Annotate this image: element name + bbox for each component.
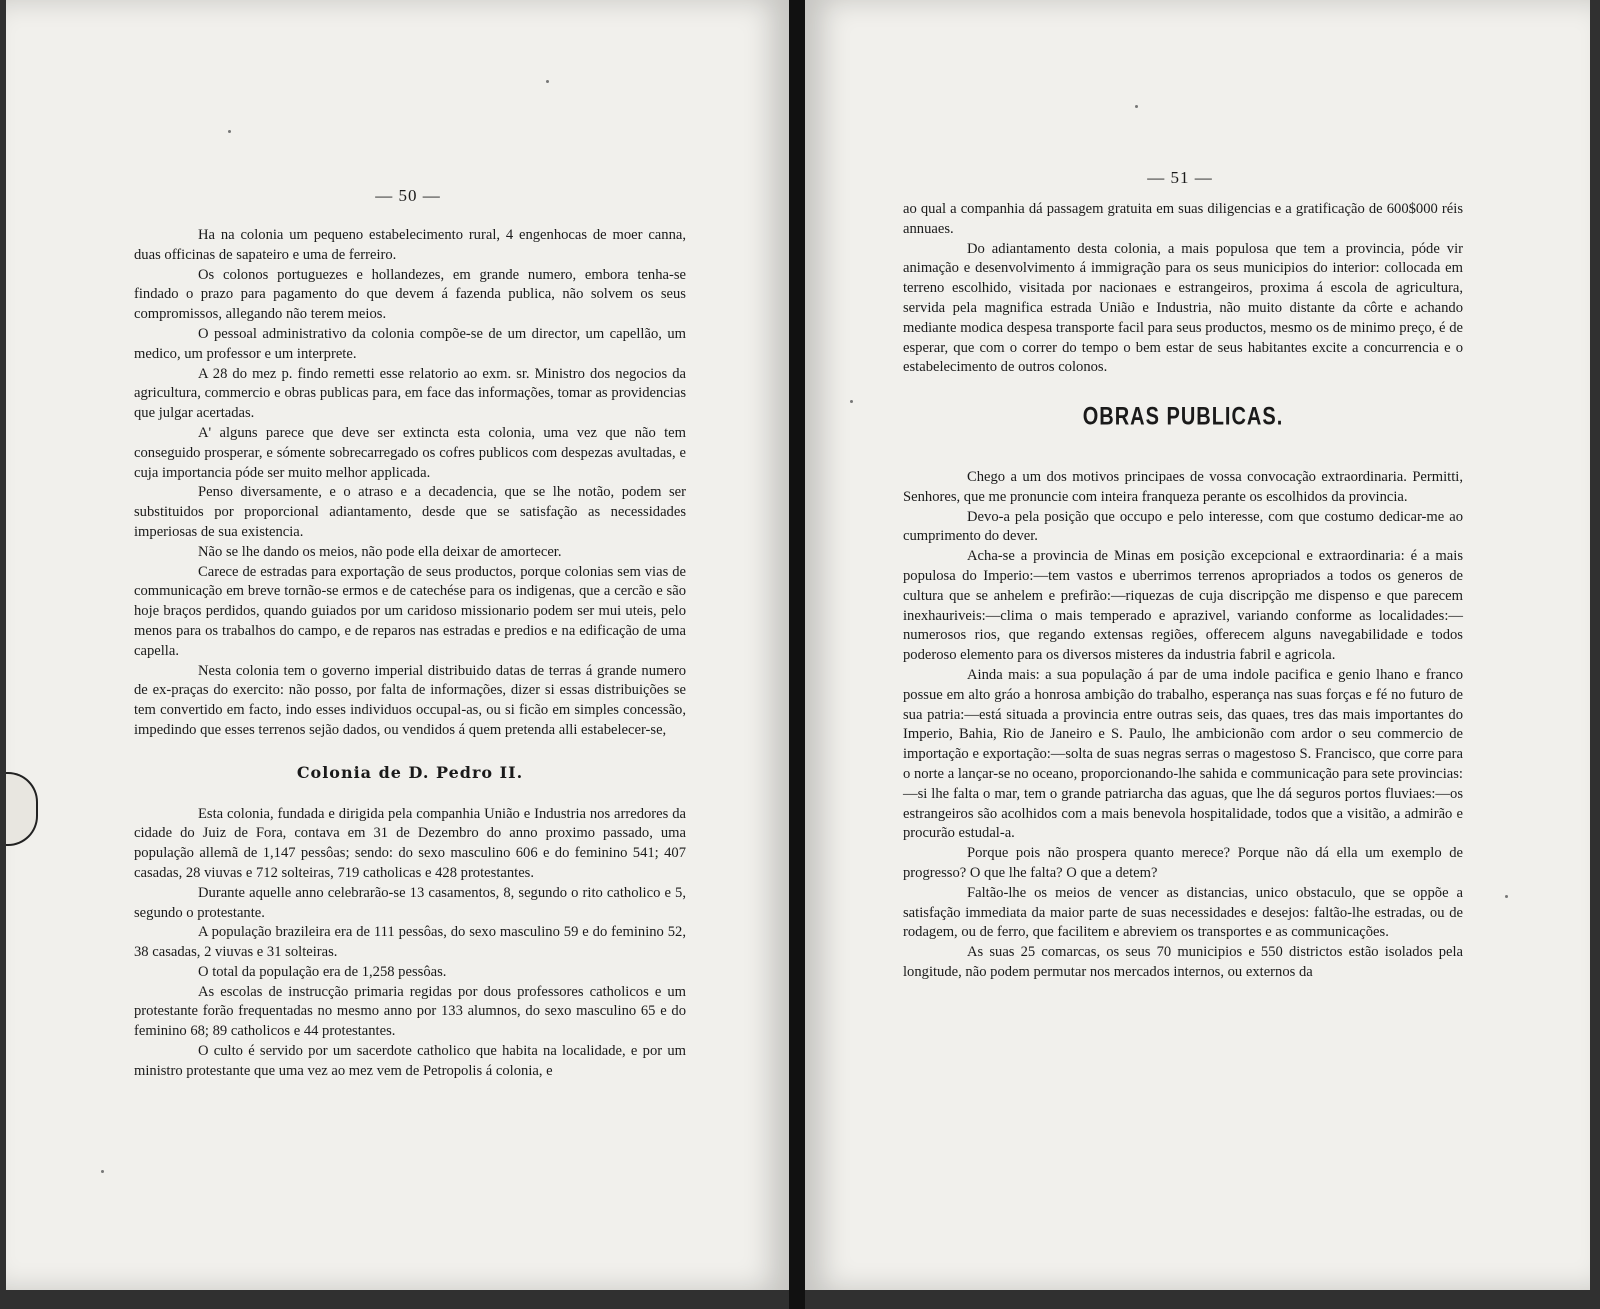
paragraph: Ha na colonia um pequeno estabelecimento rural, 4 engenhocas de moer canna, duas officinas de sapateiro e uma de ferreiro. bbox=[134, 227, 686, 263]
paragraph: Esta colonia, fundada e dirigida pela companhia União e Industria nos arredores da cidade do Juiz de Fora, contava em 31 de Dezembro do anno proximo passado, uma população allemã de 1,147 pessôas; sendo: do sexo masculino 606 e do feminino 541; 407 casadas, 28 viuvas e 712 solteiras, 719 catholicas e 428 protestantes. bbox=[134, 805, 686, 881]
speck bbox=[101, 1170, 104, 1173]
speck bbox=[546, 80, 549, 83]
paragraph: Devo-a pela posição que occupo e pelo interesse, com que costumo dedicar-me ao cumprimento do dever. bbox=[903, 508, 1463, 545]
paragraph: A população brazileira era de 111 pessôas, do sexo masculino 59 e do feminino 52, 38 casadas, 2 viuvas e 31 solteiras. bbox=[134, 924, 686, 961]
paragraph: A 28 do mez p. findo remetti esse relatorio ao exm. sr. Ministro dos negocios da agricultura, commercio e obras publicas para, em face das informações, tomar as providencias que julgar acertadas. bbox=[134, 365, 686, 422]
right-paragraphs-before bbox=[903, 200, 1463, 378]
right-page bbox=[805, 0, 1590, 1290]
book-gutter bbox=[789, 0, 805, 1309]
paragraph: ao qual a companhia dá passagem gratuita em suas diligencias e a gratificação de 600$000 réis annuaes. bbox=[903, 201, 1463, 237]
paragraph: Ainda mais: a sua população á par de uma indole pacifica e genio lhano e franco possue em alto gráo a honrosa ambição do trabalho, esperança nas suas forças e fé no futuro de sua patria:—está situada a provincia entre outras seis, das quaes, tres das mais importantes do Imperio, Bahia, Rio de Janeiro e S. Paulo, lhe ambicionão com ardor o seu commercio de importação e exportação:—solta de suas negras serras o magestoso S. Francisco, que corre para o norte a lançar-se no oceano, proporcionando-lhe sahida e communicação para sete provincias:—si lhe falta o mar, tem o grande patriarcha das aguas, que lhe dá seguros portos fluviaes:—os estrangeiros são acolhidos com a mais benevola hospitalidade, todos que a visitão, a admirão e procurão estudal-a. bbox=[903, 666, 1463, 842]
right-paragraphs-after bbox=[903, 468, 1463, 983]
paragraph: O pessoal administrativo da colonia compõe-se de um director, um capellão, um medico, um professor e um interprete. bbox=[134, 325, 686, 362]
left-page-number: — 50 — bbox=[375, 186, 441, 205]
left-page-text bbox=[134, 226, 686, 1082]
paragraph: Durante aquelle anno celebrarão-se 13 casamentos, 8, segundo o rito catholico e 5, segundo o protestante. bbox=[134, 884, 686, 921]
speck bbox=[1505, 895, 1508, 898]
speck bbox=[850, 400, 853, 403]
left-paragraphs-before bbox=[134, 226, 686, 741]
right-page-text bbox=[903, 200, 1463, 983]
paragraph: A' alguns parece que deve ser extincta esta colonia, uma vez que não tem conseguido prosperar, e sómente sobrecarregado os cofres publicos com despezas avultadas, e cuja importancia póde ser muito melhor applicada. bbox=[134, 424, 686, 481]
paragraph: Chego a um dos motivos principaes de vossa convocação extraordinaria. Permitti, Senhores, que me pronuncie com inteira franqueza perante os escolhidos da provincia. bbox=[903, 468, 1463, 505]
paragraph: O total da população era de 1,258 pessôas. bbox=[198, 963, 447, 980]
paragraph: Faltão-lhe os meios de vencer as distancias, unico obstaculo, que se oppõe a satisfação immediata da maior parte de suas necessidades e desejos: faltão-lhe estradas, ou de rodagem, ou de ferro, que facilitem e abreviem os transportes e as communicações. bbox=[903, 884, 1463, 941]
paragraph: Carece de estradas para exportação de seus productos, porque colonias sem vias de communicação em breve tornão-se ermos e de catechése para os indigenas, que a cercão e são hoje braços perdidos, quando guiados por um caridoso missionario podem ser mui uteis, pelo menos para os trabalhos do campo, e de reparos nas estradas e predios e na edificação de uma capella. bbox=[134, 563, 686, 659]
paragraph: O culto é servido por um sacerdote catholico que habita na localidade, e por um ministro protestante que uma vez ao mez vem de Petropolis á colonia, e bbox=[134, 1043, 686, 1079]
paragraph: As suas 25 comarcas, os seus 70 municipios e 550 districtos estão isolados pela longitude, não podem permutar nos mercados internos, ou externos da bbox=[903, 944, 1463, 980]
paragraph: Do adiantamento desta colonia, a mais populosa que tem a provincia, póde vir animação e desenvolvimento á immigração para os seus municipios do interior: collocada em terreno escolhido, visitada por nacionaes e estrangeiros, proxima á escola de agricultura, servida pela magnifica estrada União e Industria, não muito distante da côrte e achando mediante modica despesa transporte facil para seus productos, mesmo os de minimo preço, é de esperar, que com o correr do tempo o bem estar de seus habitantes excite a concurrencia e o estabelecimento de outros colonos. bbox=[903, 240, 1463, 376]
paragraph: Os colonos portuguezes e hollandezes, em grande numero, embora tenha-se findado o prazo para pagamento do que devem á fazenda publica, não solvem os seus compromissos, allegando não terem meios. bbox=[134, 266, 686, 323]
right-page-number: — 51 — bbox=[1147, 168, 1213, 187]
paragraph: Penso diversamente, e o atraso e a decadencia, que se lhe notão, podem ser substituidos por proporcional adiantamento, desde que se satisfação as necessidades imperiosas de sua existencia. bbox=[134, 484, 686, 540]
paragraph: Porque pois não prospera quanto merece? Porque não dá ella um exemplo de progresso? O que lhe falta? O que a detem? bbox=[903, 845, 1463, 881]
paragraph: Não se lhe dando os meios, não pode ella deixar de amortecer. bbox=[198, 543, 562, 560]
speck bbox=[228, 130, 231, 133]
left-page bbox=[6, 0, 789, 1290]
right-section-title: OBRAS PUBLICAS. bbox=[1082, 403, 1284, 431]
paragraph: As escolas de instrucção primaria regidas por dous professores catholicos e um protestante forão frequentadas no mesmo anno por 133 alumnos, do sexo masculino 65 e do feminino 68; 89 catholicos e 44 protestantes. bbox=[134, 983, 686, 1040]
speck bbox=[1135, 105, 1138, 108]
page-tab bbox=[6, 772, 38, 846]
paragraph: Acha-se a provincia de Minas em posição excepcional e extraordinaria: é a mais populosa do Imperio:—tem vastos e uberrimos terrenos apropriados a todos os generos de cultura que se anhelem e prefirão:—riquezas de cuja discripção me dispenso e que parecem inexhauriveis:—clima o mais temperado e aprazivel, variando conforme as localidades:—numerosos rios, que regando extensas regiões, offerecem alguns navegabilidade e todos poderoso elemento para os diversos misteres da industria fabril e agricola. bbox=[903, 548, 1463, 664]
left-paragraphs-after bbox=[134, 805, 686, 1082]
paragraph: Nesta colonia tem o governo imperial distribuido datas de terras á grande numero de ex-praças do exercito: não posso, por falta de informações, dizer si essas distribuições se tem convertido em facto, indo esses individuos occupal-as, ou si ficão em simples concessão, impedindo que esses terrenos sejão dados, ou vendidos á quem pretenda alli estabelecer-se, bbox=[134, 662, 686, 738]
left-section-title: Colonia de D. Pedro II. bbox=[296, 762, 524, 782]
